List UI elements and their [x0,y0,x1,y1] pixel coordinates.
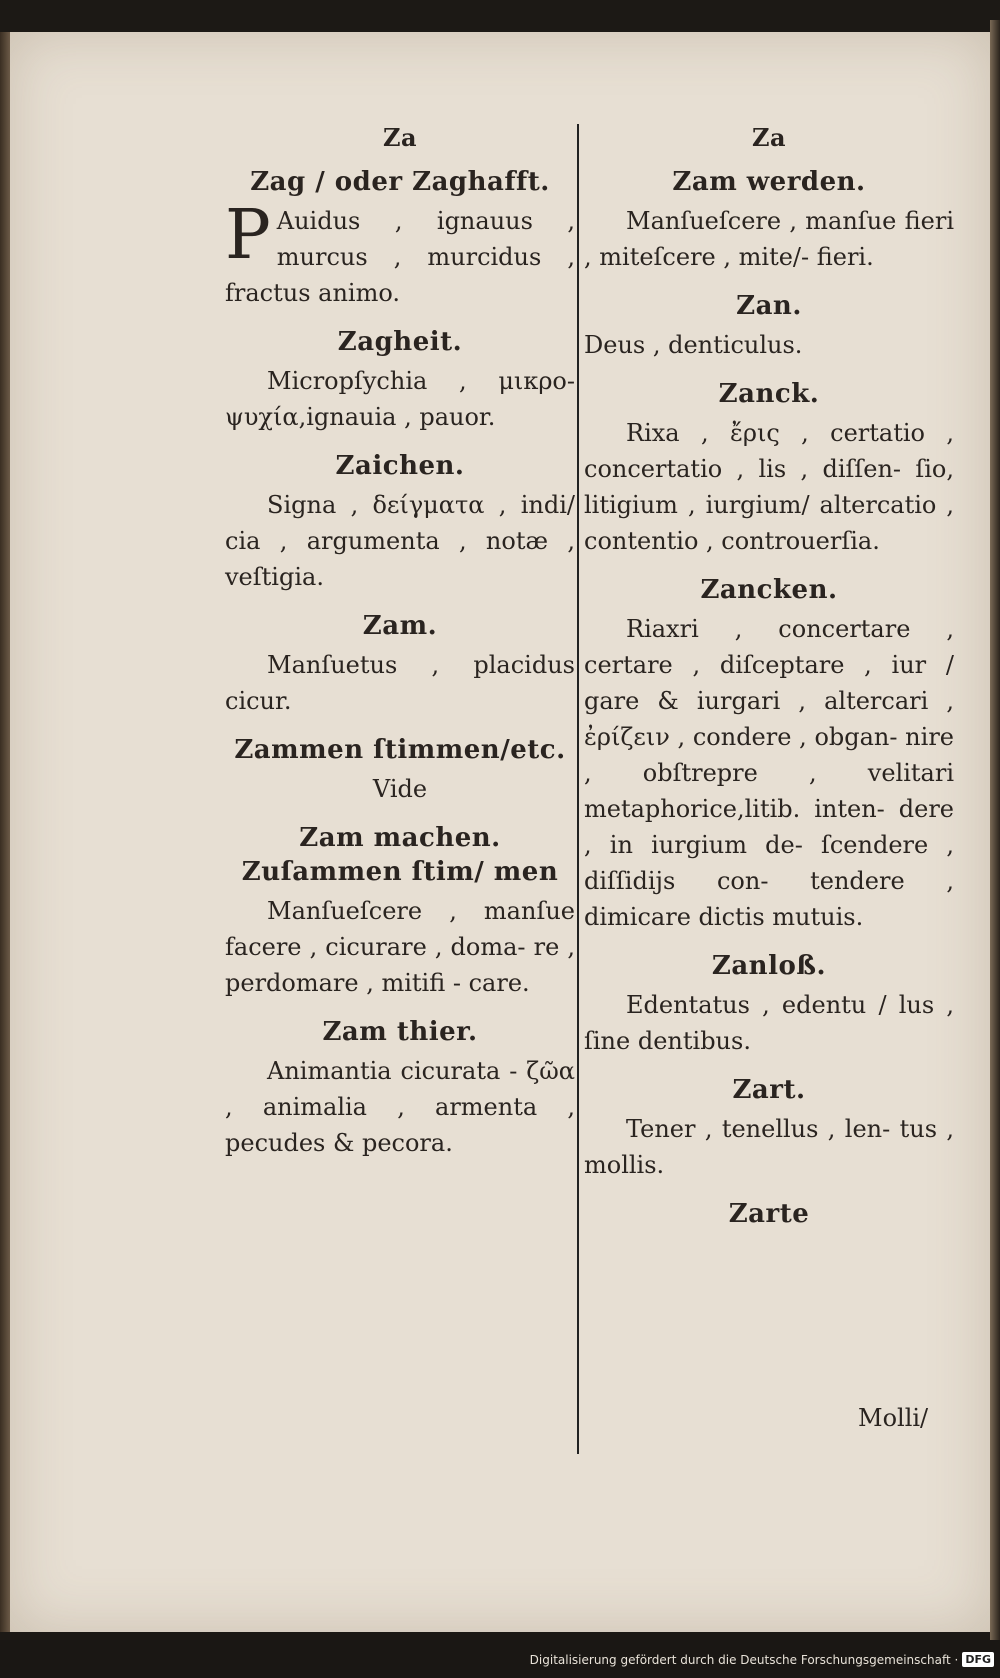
entry-zan [584,289,954,363]
entry-text: Manſuetus , placidus cicur. [225,651,575,715]
entry-head: Zan. [736,291,802,321]
catchword: Molli/ [858,1404,929,1432]
entry-zammen-stimmen [225,733,575,807]
entry-head: Zarte [728,1199,810,1229]
entry-text: Manſueſcere , manſue facere , cicurare , doma- re , perdomare , mitifi - care. [225,897,575,997]
entry-head: Zanck. [718,379,820,409]
entry-text: Riaxri , concertare , certare , diſceptare , iur / gare & iurgari , altercari , ἐρίζειν , condere , obgan- nire , obſtrepre , velitari metaphorice,litib. inten- dere , in iurgium de- ſcendere , diſſidijs con- tendere , dimicare dictis mutuis. [584,615,954,931]
entry-head: Zanloß. [711,951,827,981]
left-column [225,115,575,1175]
entry-zaichen [225,449,575,595]
right-column [584,115,954,1245]
entry-zanck [584,377,954,559]
credit-text: Digitalisierung gefördert durch die Deutsche Forschungsgemeinschaft · [529,1652,959,1667]
entry-text: Animantia cicurata - ζῶα , animalia , armenta , pecudes & pecora. [225,1057,575,1157]
entry-head: Zam thier. [322,1017,478,1047]
entry-text: Deus , denticulus. [584,331,803,359]
column-divider [577,124,579,1454]
entry-head: Zancken. [700,575,838,605]
entry-text: Edentatus , edentu / lus , ſine dentibus. [584,991,954,1055]
book-edge-right [990,20,1000,1640]
entry-text: Tener , tenellus , len- tus , mollis. [584,1115,954,1179]
entry-text: Micropſychia , μικρο-ψυχία,ignauia , pauor. [225,367,575,431]
dropcap: P [225,196,271,275]
entry-zart [584,1073,954,1183]
entry-zam-machen [225,821,575,1001]
dfg-logo: DFG [962,1652,994,1667]
entry-zarte [584,1197,954,1231]
entry-text: P Auidus , ignauus , murcus , murcidus , fractus animo. [225,196,575,307]
entry-head: Zammen ſtimmen/etc. [234,735,566,765]
running-head-left: Za [382,123,418,152]
entry-zancken [584,573,954,935]
entry-text: Manſueſcere , manſue fieri , miteſcere , mite/- fieri. [584,207,954,271]
book-edge-left [0,32,10,1632]
entry-zanloss [584,949,954,1059]
entry-zam [225,609,575,719]
entry-head: Zart. [732,1075,806,1105]
entry-zagheit [225,325,575,435]
entry-text: Signa , δείγματα , indi/ cia , argumenta , notæ , veſtigia. [225,491,575,591]
entry-zam-werden [584,165,954,275]
entry-head: Zam werden. [672,167,866,197]
footer-credit [530,1652,994,1667]
entry-head: Zaichen. [335,451,465,481]
entry-text: Vide [372,775,428,803]
running-head-right: Za [751,123,787,152]
entry-head: Zag / oder Zaghafft. [250,167,550,197]
entry-zam-thier [225,1015,575,1161]
entry-head: Zam machen. Zuſammen ſtim/ men [241,823,559,887]
entry-head: Zagheit. [337,327,463,357]
entry-head: Zam. [362,611,438,641]
entry-text: Rixa , ἔρις , certatio , concertatio , lis , diſſen- ſio, litigium , iurgium/ altercatio , contentio , controuerſia. [584,419,954,555]
entry-zaghafft [225,165,575,311]
